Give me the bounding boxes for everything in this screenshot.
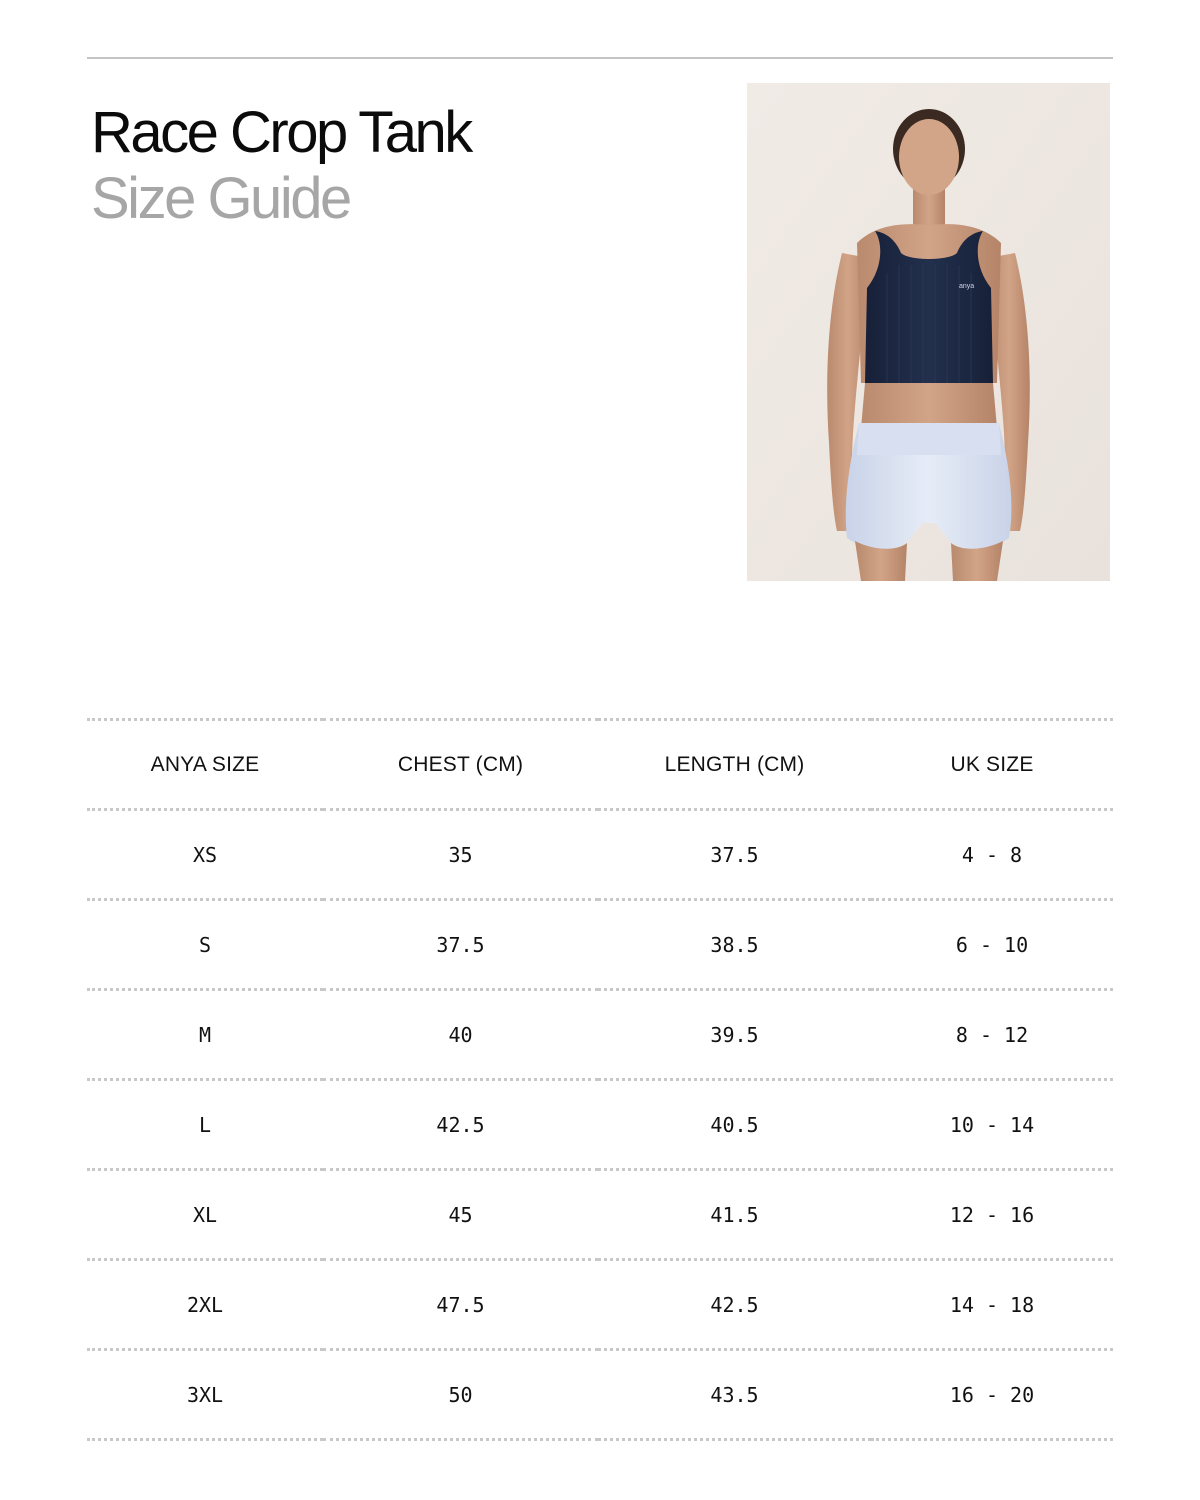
cell-length: 38.5	[598, 900, 871, 990]
cell-chest: 37.5	[323, 900, 598, 990]
cell-anya-size: 2XL	[87, 1260, 323, 1350]
table-header-row	[87, 720, 1113, 810]
cell-uk-size: 16 - 20	[871, 1350, 1113, 1440]
cell-anya-size: XS	[87, 810, 323, 900]
cell-anya-size: L	[87, 1080, 323, 1170]
cell-chest: 40	[323, 990, 598, 1080]
cell-anya-size: XL	[87, 1170, 323, 1260]
cell-anya-size: S	[87, 900, 323, 990]
cell-length: 42.5	[598, 1260, 871, 1350]
cell-uk-size: 8 - 12	[871, 990, 1113, 1080]
table-row	[87, 1080, 1113, 1170]
cell-length: 40.5	[598, 1080, 871, 1170]
cell-uk-size: 6 - 10	[871, 900, 1113, 990]
cell-chest: 42.5	[323, 1080, 598, 1170]
column-header-anya-size: ANYA SIZE	[87, 720, 323, 810]
column-header-length: LENGTH (CM)	[598, 720, 871, 810]
cell-chest: 45	[323, 1170, 598, 1260]
column-header-uk-size: UK SIZE	[871, 720, 1113, 810]
cell-length: 43.5	[598, 1350, 871, 1440]
title-block	[91, 100, 691, 232]
cell-uk-size: 10 - 14	[871, 1080, 1113, 1170]
cell-length: 37.5	[598, 810, 871, 900]
cell-uk-size: 12 - 16	[871, 1170, 1113, 1260]
cell-anya-size: M	[87, 990, 323, 1080]
size-guide-subtitle: Size Guide	[91, 166, 350, 231]
cell-anya-size: 3XL	[87, 1350, 323, 1440]
cell-chest: 47.5	[323, 1260, 598, 1350]
cell-length: 41.5	[598, 1170, 871, 1260]
model-illustration	[747, 83, 1110, 581]
brand-logo: anya	[959, 283, 975, 290]
cell-chest: 50	[323, 1350, 598, 1440]
cell-chest: 35	[323, 810, 598, 900]
product-title: Race Crop Tank	[91, 100, 471, 165]
cell-uk-size: 4 - 8	[871, 810, 1113, 900]
size-table	[87, 718, 1113, 1441]
column-header-chest: CHEST (CM)	[323, 720, 598, 810]
cell-uk-size: 14 - 18	[871, 1260, 1113, 1350]
table-row	[87, 990, 1113, 1080]
table-row	[87, 1260, 1113, 1350]
product-photo	[747, 83, 1110, 581]
cell-length: 39.5	[598, 990, 871, 1080]
table-row	[87, 1350, 1113, 1440]
table-row	[87, 810, 1113, 900]
top-divider	[87, 57, 1113, 59]
table-row	[87, 1170, 1113, 1260]
table-row	[87, 900, 1113, 990]
